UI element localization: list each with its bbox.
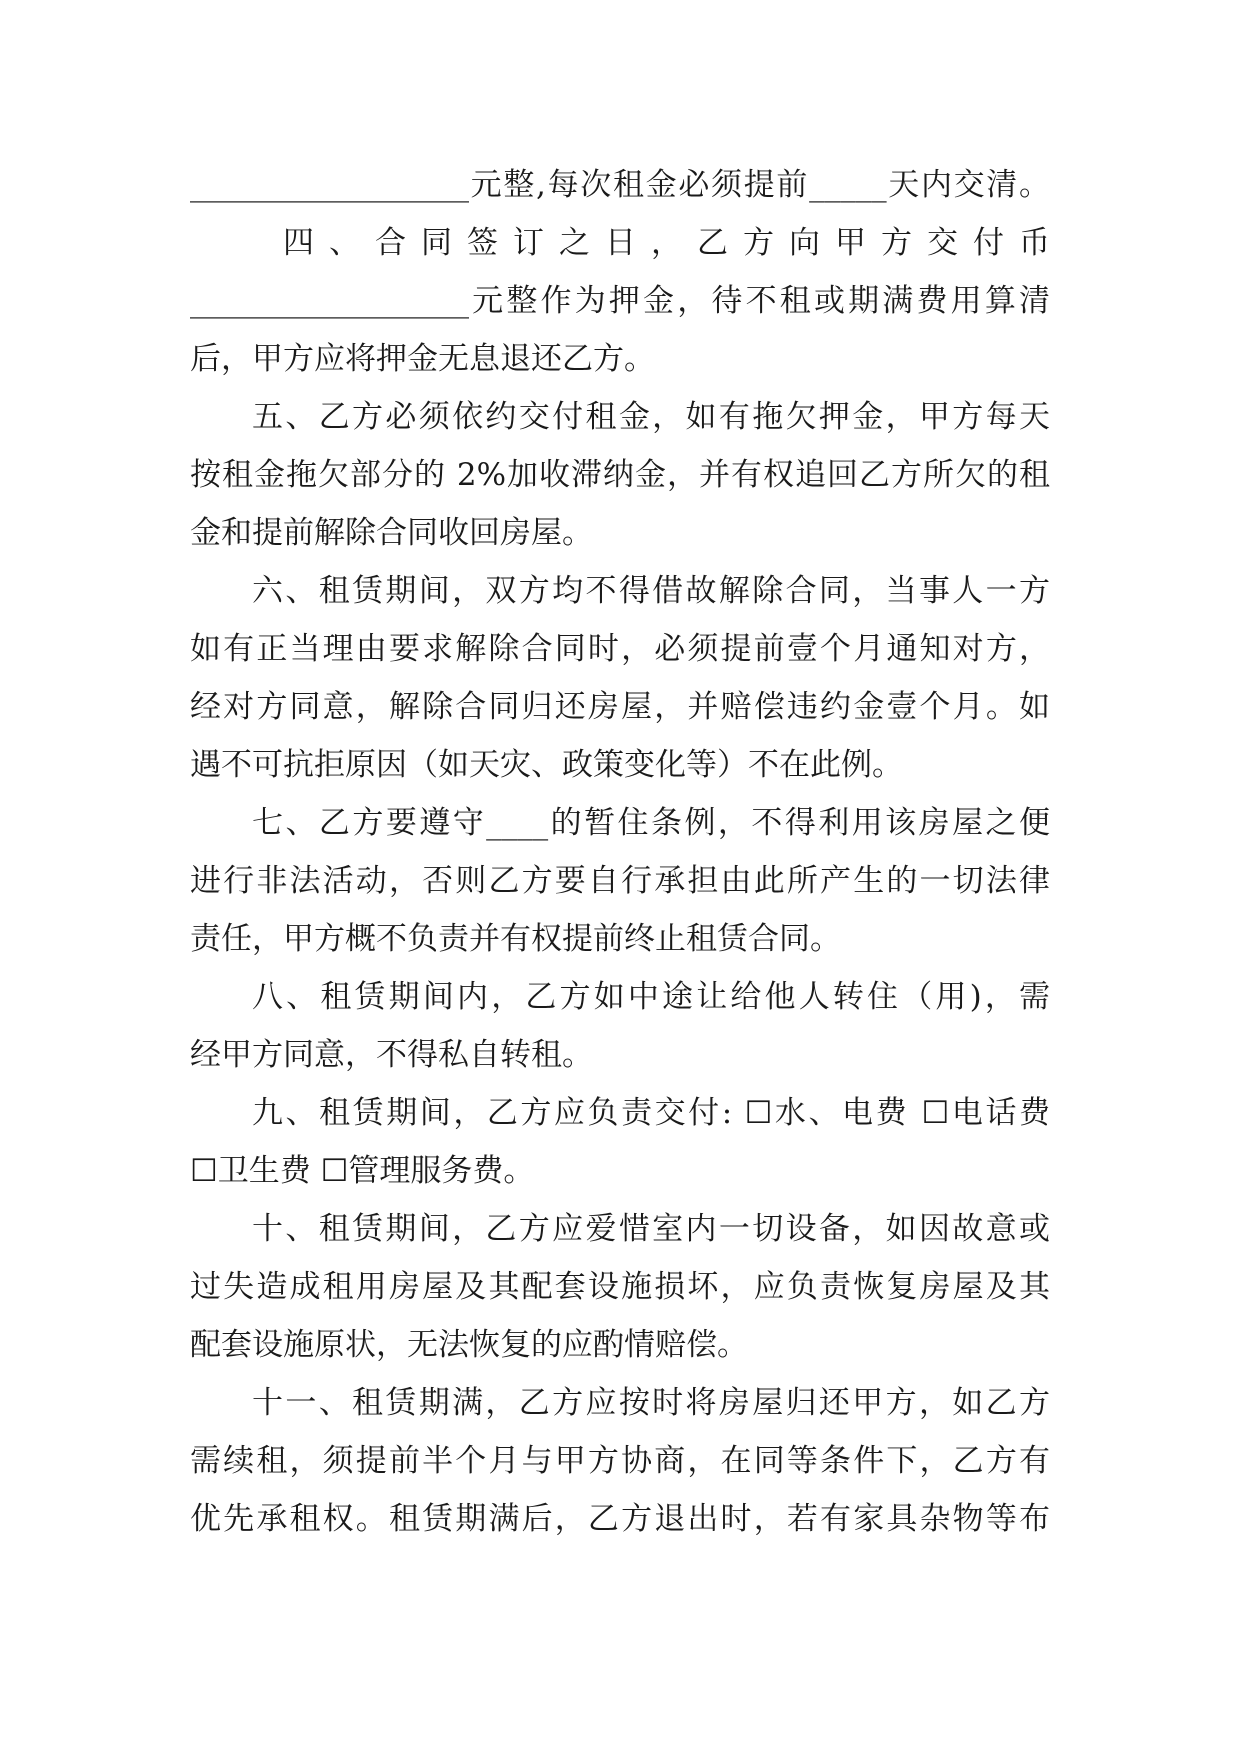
text-line: 过失造成租用房屋及其配套设施损坏，应负责恢复房屋及其 <box>190 1269 1050 1305</box>
text-line: ☐卫生费 ☐管理服务费。 <box>190 1153 535 1189</box>
text-line: __________________元整,每次租金必须提前_____天内交清。 <box>190 167 1050 203</box>
clause-5: 五、乙方必须依约交付租金，如有拖欠押金，甲方每天 <box>252 399 1050 435</box>
text-line: 优先承租权。租赁期满后，乙方退出时，若有家具杂物等布 <box>190 1501 1050 1537</box>
text-line: 经甲方同意，不得私自转租。 <box>190 1037 593 1073</box>
clause-11: 十一、租赁期满，乙方应按时将房屋归还甲方，如乙方 <box>252 1385 1050 1421</box>
text-line: 金和提前解除合同收回房屋。 <box>190 515 593 551</box>
text-line: 进行非法活动，否则乙方要自行承担由此所产生的一切法律 <box>190 863 1050 899</box>
text-line: 按租金拖欠部分的 2%加收滞纳金，并有权追回乙方所欠的租 <box>190 457 1050 493</box>
clause-8: 八、租赁期间内，乙方如中途让给他人转住（用)，需 <box>252 979 1050 1015</box>
clause-10: 十、租赁期间，乙方应爱惜室内一切设备，如因故意或 <box>252 1211 1050 1247</box>
text-line: 配套设施原状，无法恢复的应酌情赔偿。 <box>190 1327 748 1363</box>
clause-4-heading: 四 、 合 同 签 订 之 日 ， 乙 方 向 甲 方 交 付 币 <box>283 225 1050 261</box>
clause-7: 七、乙方要遵守____的暂住条例，不得利用该房屋之便 <box>252 805 1050 841</box>
text-line: 如有正当理由要求解除合同时，必须提前壹个月通知对方， <box>190 631 1050 667</box>
text-line: 后，甲方应将押金无息退还乙方。 <box>190 341 655 377</box>
text-line: 遇不可抗拒原因（如天灾、政策变化等）不在此例。 <box>190 747 903 783</box>
clause-9: 九、租赁期间，乙方应负责交付: ☐水、电费 ☐电话费 <box>252 1095 1050 1131</box>
text-line: 责任，甲方概不负责并有权提前终止租赁合同。 <box>190 921 841 957</box>
text-line: 经对方同意，解除合同归还房屋，并赔偿违约金壹个月。如 <box>190 689 1050 725</box>
contract-body <box>190 156 1050 1548</box>
text-line: __________________元整作为押金，待不租或期满费用算清 <box>190 283 1050 319</box>
text-line: 需续租，须提前半个月与甲方协商，在同等条件下，乙方有 <box>190 1443 1050 1479</box>
clause-6: 六、租赁期间，双方均不得借故解除合同，当事人一方 <box>252 573 1050 609</box>
